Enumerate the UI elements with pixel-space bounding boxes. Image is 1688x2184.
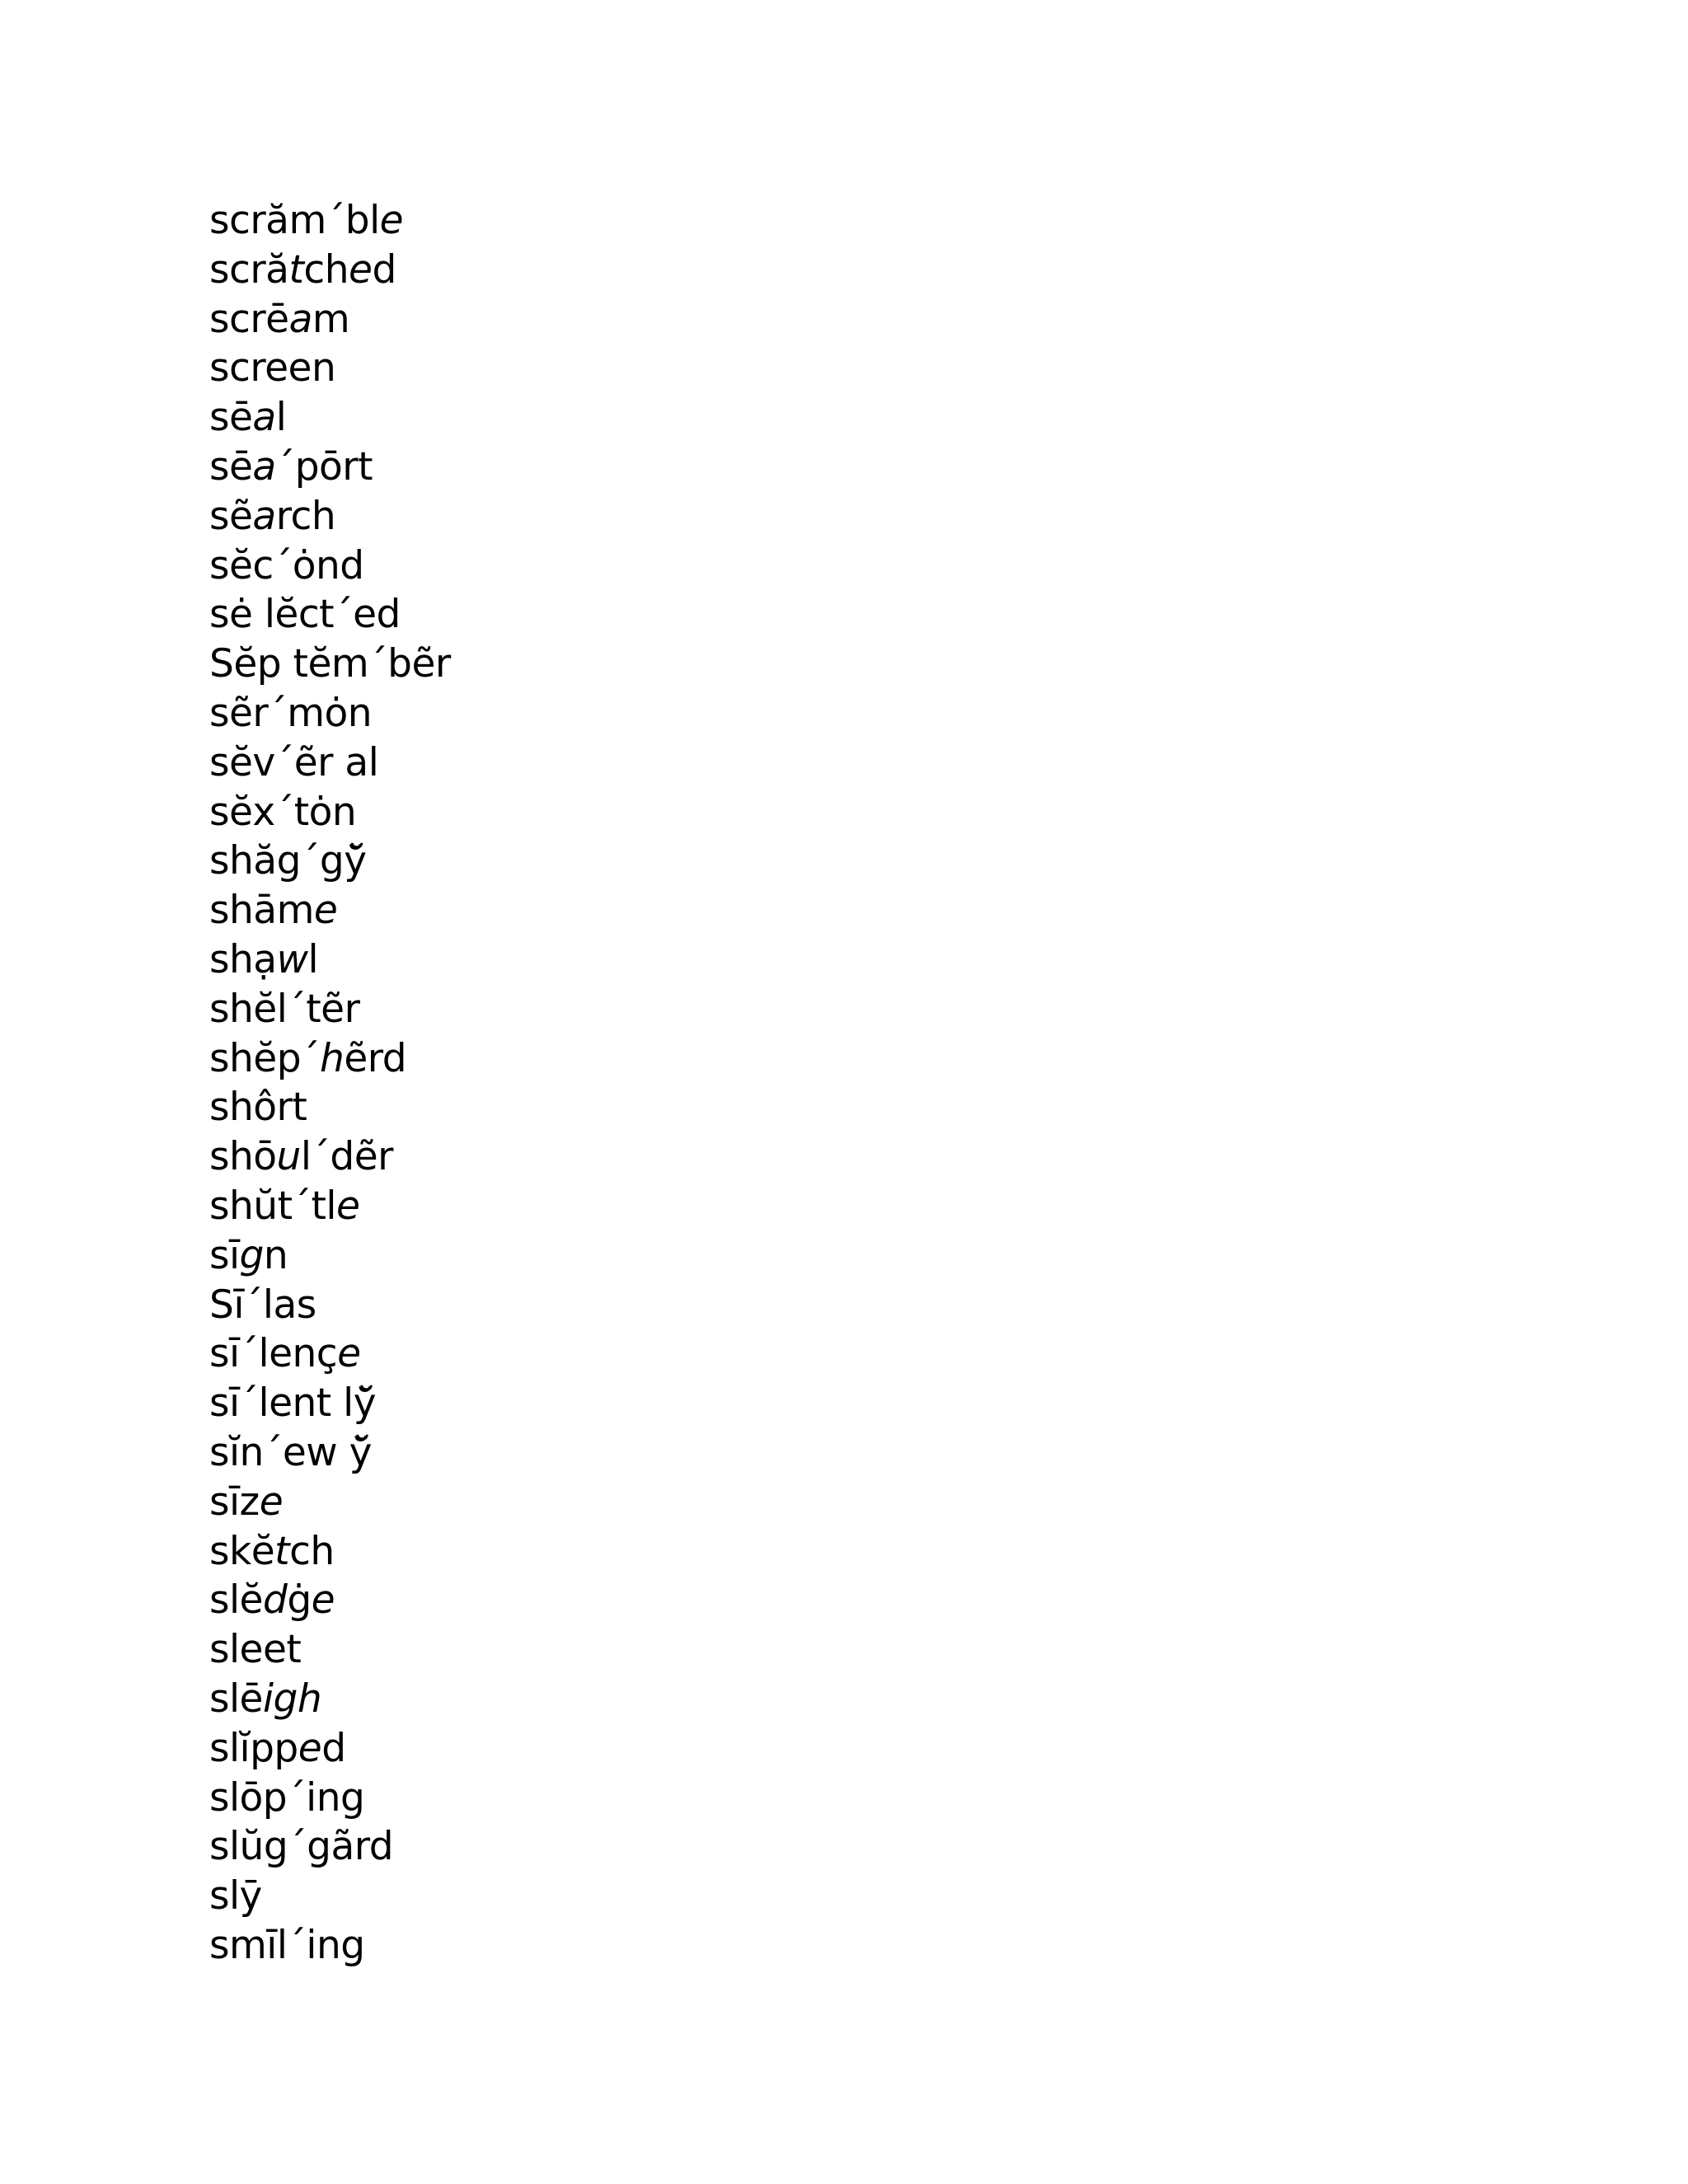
word-entry: slēigh xyxy=(209,1675,322,1722)
word-entry: sẽr´mȯn xyxy=(209,690,373,736)
word-entry: shĕl´tẽr xyxy=(209,986,360,1032)
word-entry: sĕc´ȯnd xyxy=(209,542,364,588)
word-entry: sĭn´ew ў̆ xyxy=(209,1429,372,1475)
word-entry: shạwl xyxy=(209,936,319,982)
word-entry: slŭg´gãrd xyxy=(209,1824,394,1870)
word-entry: scrēam xyxy=(209,296,350,342)
word-entry: shĕp´hẽrd xyxy=(209,1035,407,1081)
word-entry: scrătched xyxy=(209,246,396,293)
word-entry: shôrt xyxy=(209,1085,307,1131)
word-entry: shŭt´tle xyxy=(209,1183,360,1229)
word-entry: Sĕp tĕm´bẽr xyxy=(209,641,451,687)
word-entry: sēal xyxy=(209,395,287,441)
word-entry: skĕtch xyxy=(209,1528,335,1574)
word-list xyxy=(209,196,451,1971)
word-entry: shāme xyxy=(209,888,338,934)
word-entry: smīl´ing xyxy=(209,1922,365,1968)
word-entry: Sī´las xyxy=(209,1282,316,1328)
word-entry: sī´lent lў̆ xyxy=(209,1380,377,1427)
word-entry: slōp´ing xyxy=(209,1774,365,1821)
word-entry: sleet xyxy=(209,1627,302,1673)
word-entry: slĭpped xyxy=(209,1725,346,1771)
word-entry: shōul´dẽr xyxy=(209,1134,393,1180)
word-entry: slȳ xyxy=(209,1873,262,1919)
word-entry: sēa´pōrt xyxy=(209,443,373,490)
word-entry: scrăm´ble xyxy=(209,198,404,243)
word-entry: sė lĕct´ed xyxy=(209,592,401,638)
word-entry: sī´lençe xyxy=(209,1331,361,1377)
word-entry: screen xyxy=(209,345,336,391)
word-entry: shăg´gў̆ xyxy=(209,838,367,884)
word-entry: sẽarch xyxy=(209,493,336,539)
word-entry: sĕv´ẽr al xyxy=(209,739,379,785)
word-entry: slĕdġe xyxy=(209,1577,335,1624)
word-entry: sĕx´tȯn xyxy=(209,789,357,835)
word-entry: sīze xyxy=(209,1479,284,1525)
word-entry: sīgn xyxy=(209,1232,288,1278)
